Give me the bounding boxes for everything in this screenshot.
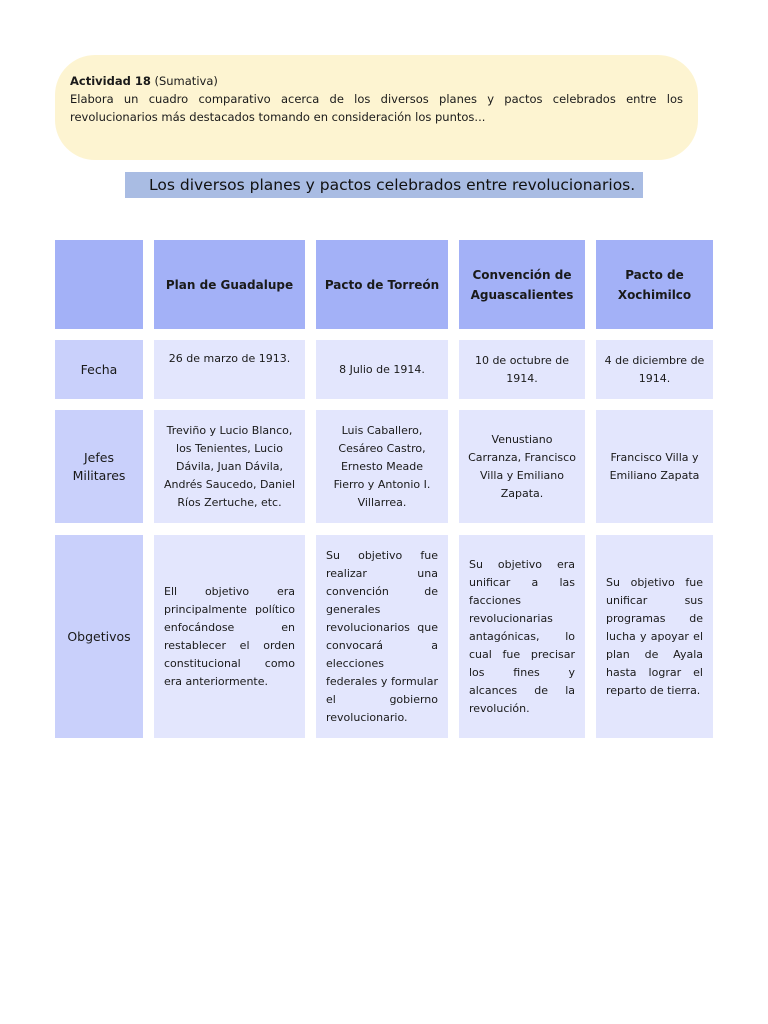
row-label-objetivos: Obgetivos xyxy=(55,535,143,738)
cell-jefes-guadalupe: Treviño y Lucio Blanco, los Tenientes, Lucio Dávila, Juan Dávila, Andrés Saucedo, Daniel Ríos Zertuche, etc. xyxy=(154,410,305,523)
cell-fecha-guadalupe: 26 de marzo de 1913. xyxy=(154,340,305,399)
cell-jefes-torreon: Luis Caballero, Cesáreo Castro, Ernesto Meade Fierro y Antonio I. Villarrea. xyxy=(316,410,448,523)
cell-objetivos-xochimilco-text: Su objetivo fue unificar sus programas de lucha y apoyar el plan de Ayala hasta lograr el reparto de tierra. xyxy=(606,575,703,697)
cell-objetivos-aguascalientes xyxy=(459,535,585,738)
cell-fecha-aguascalientes: 10 de octubre de 1914. xyxy=(459,340,585,399)
row-label-fecha: Fecha xyxy=(55,340,143,399)
cell-objetivos-guadalupe xyxy=(154,535,305,738)
activity-tag: (Sumativa) xyxy=(150,74,218,88)
header-convencion-de-aguascalientes: Convención de Aguascalientes xyxy=(459,240,585,329)
header-corner xyxy=(55,240,143,329)
cell-fecha-xochimilco: 4 de diciembre de 1914. xyxy=(596,340,713,399)
cell-jefes-aguascalientes: Venustiano Carranza, Francisco Villa y Emiliano Zapata. xyxy=(459,410,585,523)
activity-label: Actividad 18 xyxy=(70,74,151,88)
cell-objetivos-aguascalientes-text: Su objetivo era unificar a las facciones revolucionarias antagónicas, lo cual fue precisar los fines y alcances de la revolución. xyxy=(469,557,575,715)
header-pacto-de-torreon: Pacto de Torreón xyxy=(316,240,448,329)
cell-objetivos-torreon-text: Su objetivo fue realizar una convención de generales revolucionarios que convocará a elecciones federales y formular el gobierno revolucionario. xyxy=(326,548,438,724)
header-plan-de-guadalupe: Plan de Guadalupe xyxy=(154,240,305,329)
cell-objetivos-torreon xyxy=(316,535,448,738)
activity-heading xyxy=(70,72,683,90)
header-pacto-de-xochimilco: Pacto de Xochimilco xyxy=(596,240,713,329)
activity-description: Elabora un cuadro comparativo acerca de los diversos planes y pactos celebrados entre los revolucionarios más destacados tomando en consideración los puntos... xyxy=(70,92,683,124)
table-title: Los diversos planes y pactos celebrados entre revolucionarios. xyxy=(125,172,643,198)
cell-objetivos-guadalupe-text: Ell objetivo era principalmente político enfocándose en restablecer el orden constitucional como era anteriormente. xyxy=(164,584,295,688)
cell-fecha-torreon: 8 Julio de 1914. xyxy=(316,340,448,399)
activity-instructions xyxy=(55,55,698,160)
cell-jefes-xochimilco: Francisco Villa y Emiliano Zapata xyxy=(596,410,713,523)
row-label-jefes-militares: Jefes Militares xyxy=(55,410,143,523)
cell-objetivos-xochimilco xyxy=(596,535,713,738)
